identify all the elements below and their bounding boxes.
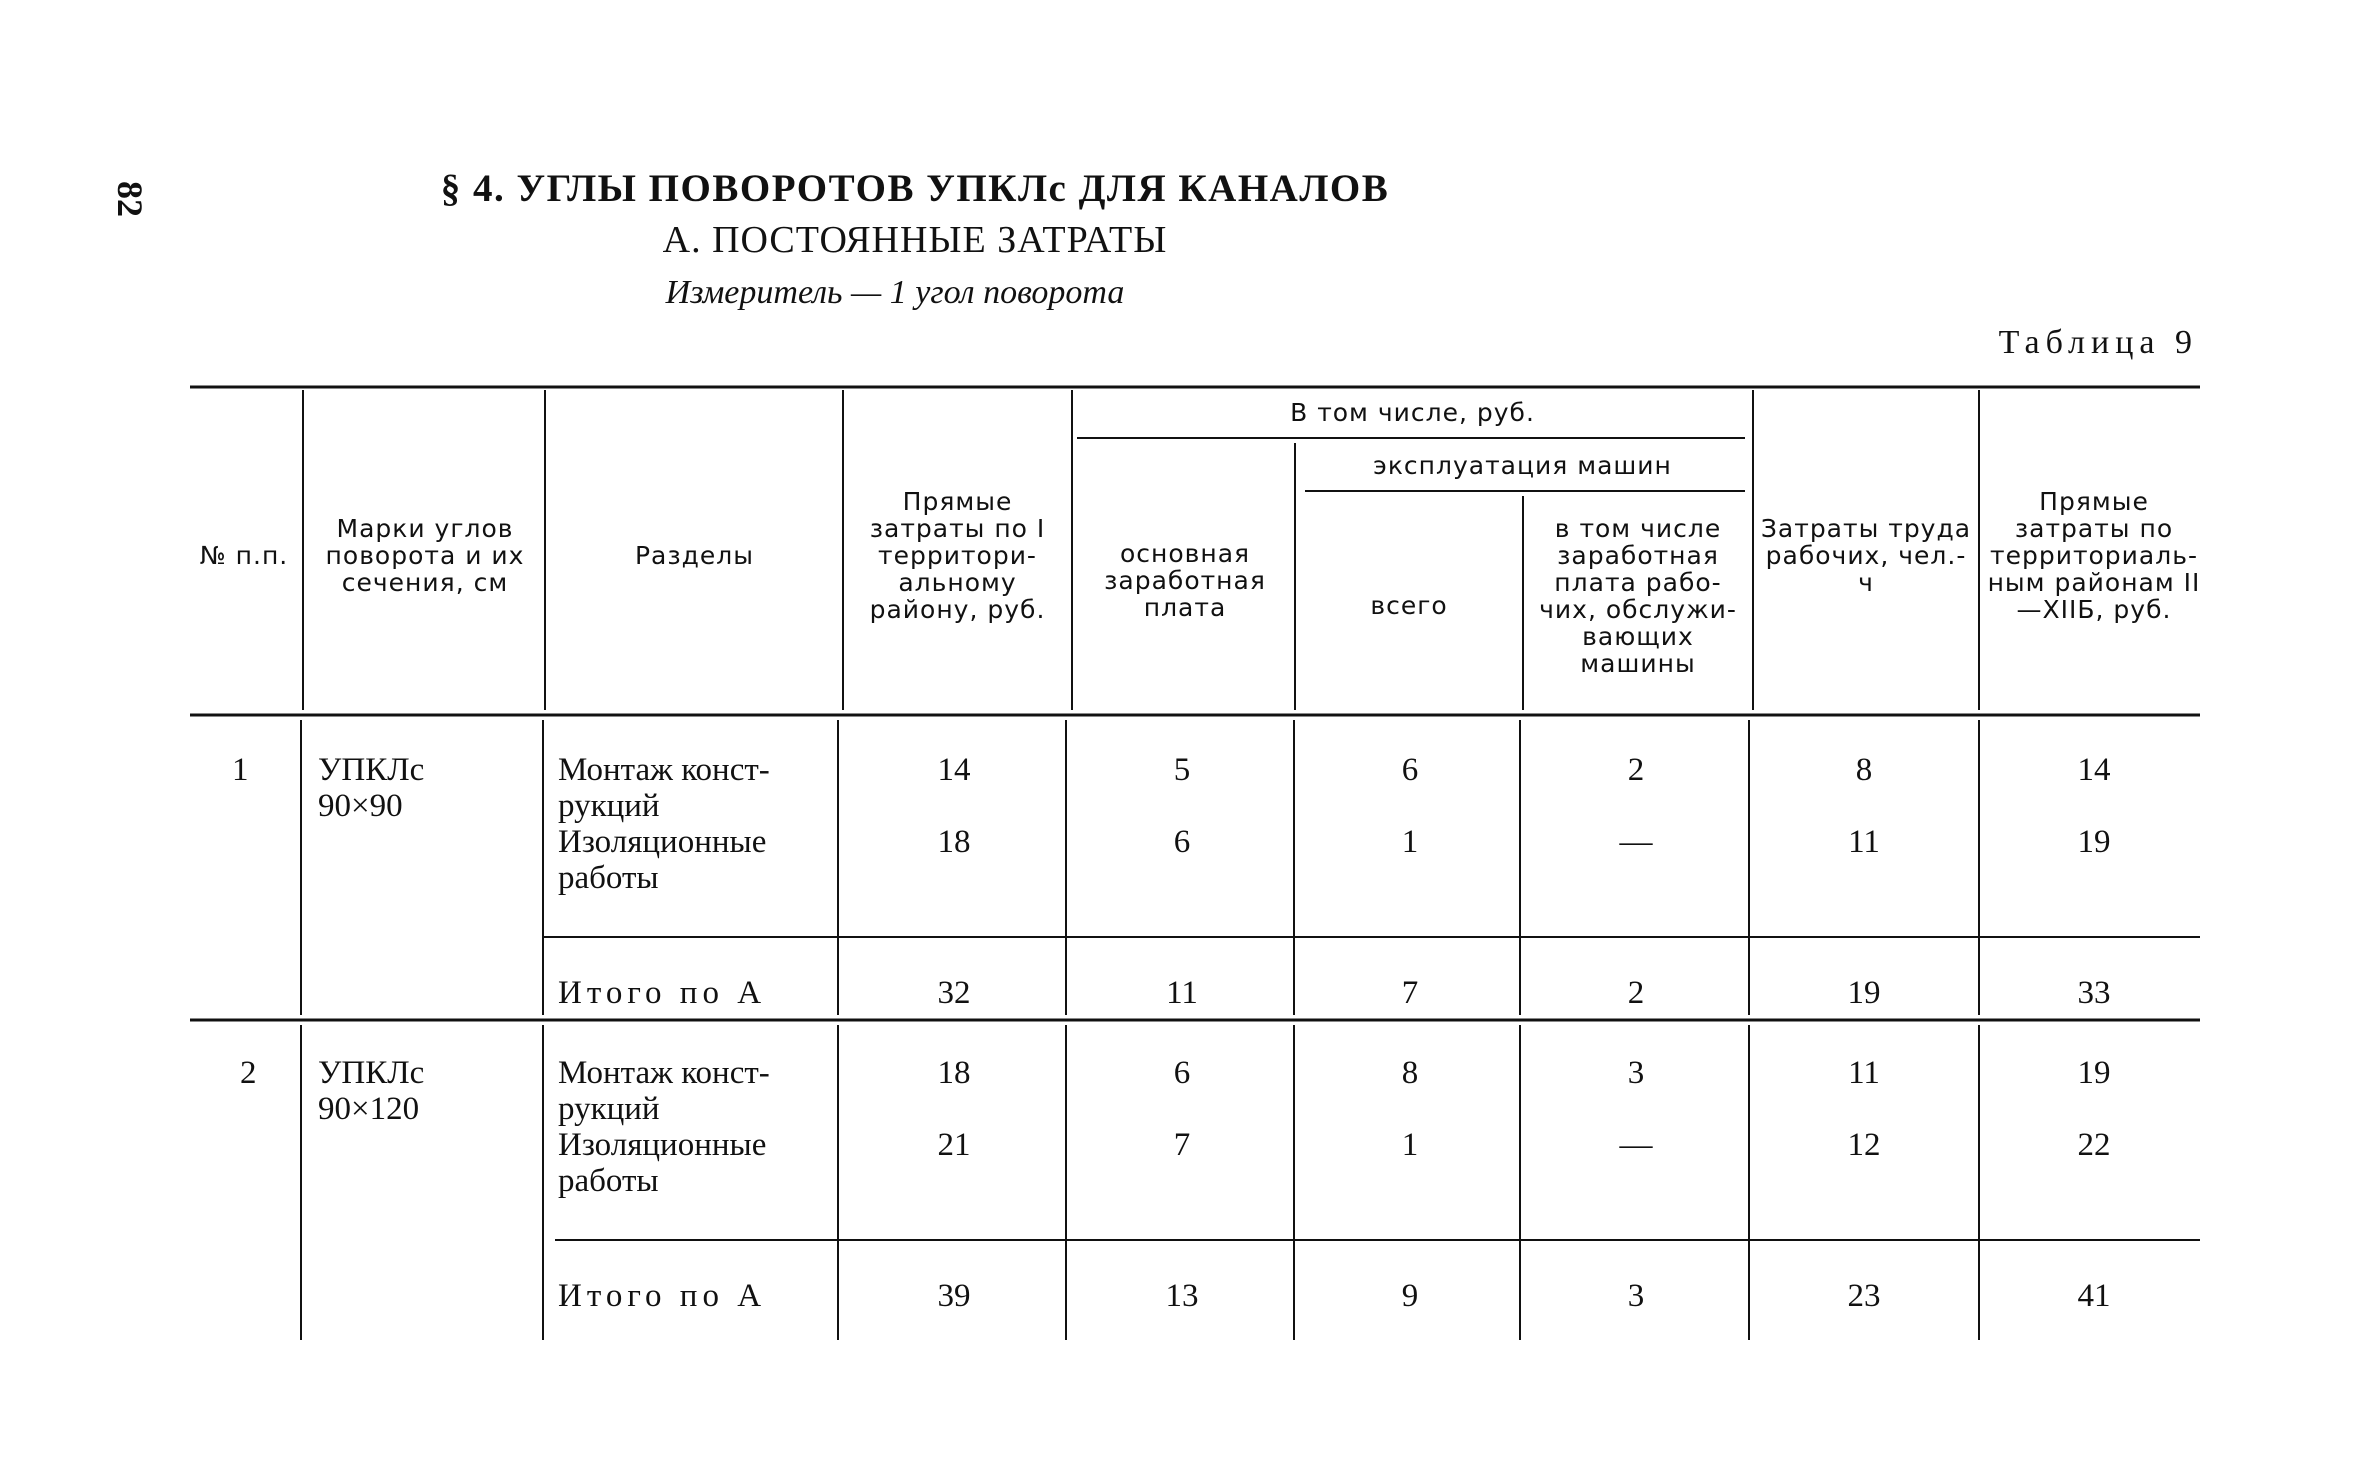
value-salary: 5 <box>1173 752 1191 788</box>
section-name: Изоляционные <box>558 824 767 860</box>
value-machines-total: 8 <box>1401 1055 1419 1091</box>
header-total: всего <box>1370 590 1448 620</box>
mark-size: 90×120 <box>318 1091 420 1127</box>
section-name: рукций <box>558 788 660 824</box>
mark-name: УПКЛс <box>318 752 425 788</box>
value-machines-salary: 2 <box>1627 752 1645 788</box>
value-salary: 6 <box>1173 1055 1191 1091</box>
header-salary: основная заработная плата <box>1104 538 1266 622</box>
section-name: Монтаж конст- <box>558 752 770 788</box>
value-direct-1: 14 <box>937 752 971 788</box>
value-direct-2: 19 <box>2077 1055 2111 1091</box>
section-name: рукций <box>558 1091 660 1127</box>
value-salary: 6 <box>1173 824 1191 860</box>
header-machines: эксплуатация машин <box>1373 450 1672 480</box>
value-salary: 7 <box>1173 1127 1191 1163</box>
total-salary: 13 <box>1165 1278 1199 1314</box>
total-machines-salary: 3 <box>1627 1278 1645 1314</box>
header-incl-salary: в том числе заработная плата рабо-чих, обслужи-вающих машины <box>1539 513 1737 678</box>
section-subtitle: А. ПОСТОЯННЫЕ ЗАТРАТЫ <box>662 219 1168 261</box>
total-label: Итого по А <box>558 975 767 1011</box>
page-number: 82 <box>110 181 150 217</box>
header-direct-1: Прямые затраты по I территори-альному району, руб. <box>869 486 1046 624</box>
header-incl: В том числе, руб. <box>1290 397 1535 427</box>
value-machines-salary: 3 <box>1627 1055 1645 1091</box>
value-labor: 11 <box>1848 1055 1880 1091</box>
total-machines-total: 7 <box>1401 975 1419 1011</box>
section-title: § 4. УГЛЫ ПОВОРОТОВ УПКЛс ДЛЯ КАНАЛОВ <box>440 167 1390 210</box>
header-labor: Затраты труда рабочих, чел.-ч <box>1760 513 1972 597</box>
section-name: работы <box>558 1163 659 1199</box>
row-number: 1 <box>232 752 249 788</box>
row-number: 2 <box>240 1055 257 1091</box>
value-labor: 8 <box>1855 752 1873 788</box>
total-machines-total: 9 <box>1401 1278 1419 1314</box>
value-labor: 12 <box>1847 1127 1881 1163</box>
section-name: работы <box>558 860 659 896</box>
mark-name: УПКЛс <box>318 1055 425 1091</box>
total-direct-1: 39 <box>937 1278 971 1314</box>
value-direct-1: 18 <box>937 1055 971 1091</box>
value-direct-1: 21 <box>937 1127 971 1163</box>
total-labor: 23 <box>1847 1278 1881 1314</box>
value-direct-2: 14 <box>2077 752 2111 788</box>
value-direct-1: 18 <box>937 824 971 860</box>
total-salary: 11 <box>1166 975 1198 1011</box>
header-direct-2: Прямые затраты по территориаль-ным районам II—XIIБ, руб. <box>1987 486 2201 624</box>
value-machines-salary: — <box>1619 1127 1653 1163</box>
measure-unit: Измеритель — 1 угол поворота <box>665 274 1125 311</box>
section-name: Изоляционные <box>558 1127 767 1163</box>
value-direct-2: 19 <box>2077 824 2111 860</box>
value-machines-total: 1 <box>1401 1127 1419 1163</box>
header-sections: Разделы <box>634 540 755 570</box>
value-labor: 11 <box>1848 824 1880 860</box>
table-label: Таблица 9 <box>1998 324 2198 361</box>
section-name: Монтаж конст- <box>558 1055 770 1091</box>
mark-size: 90×90 <box>318 788 403 824</box>
header-marks: Марки углов поворота и их сечения, см <box>325 513 525 597</box>
total-label: Итого по А <box>558 1278 767 1314</box>
total-direct-2: 41 <box>2077 1278 2111 1314</box>
value-machines-total: 6 <box>1401 752 1419 788</box>
total-direct-1: 32 <box>937 975 971 1011</box>
value-direct-2: 22 <box>2077 1127 2111 1163</box>
value-machines-salary: — <box>1619 824 1653 860</box>
total-direct-2: 33 <box>2077 975 2111 1011</box>
total-labor: 19 <box>1847 975 1881 1011</box>
value-machines-total: 1 <box>1401 824 1419 860</box>
header-num: № п.п. <box>199 540 289 570</box>
total-machines-salary: 2 <box>1627 975 1645 1011</box>
